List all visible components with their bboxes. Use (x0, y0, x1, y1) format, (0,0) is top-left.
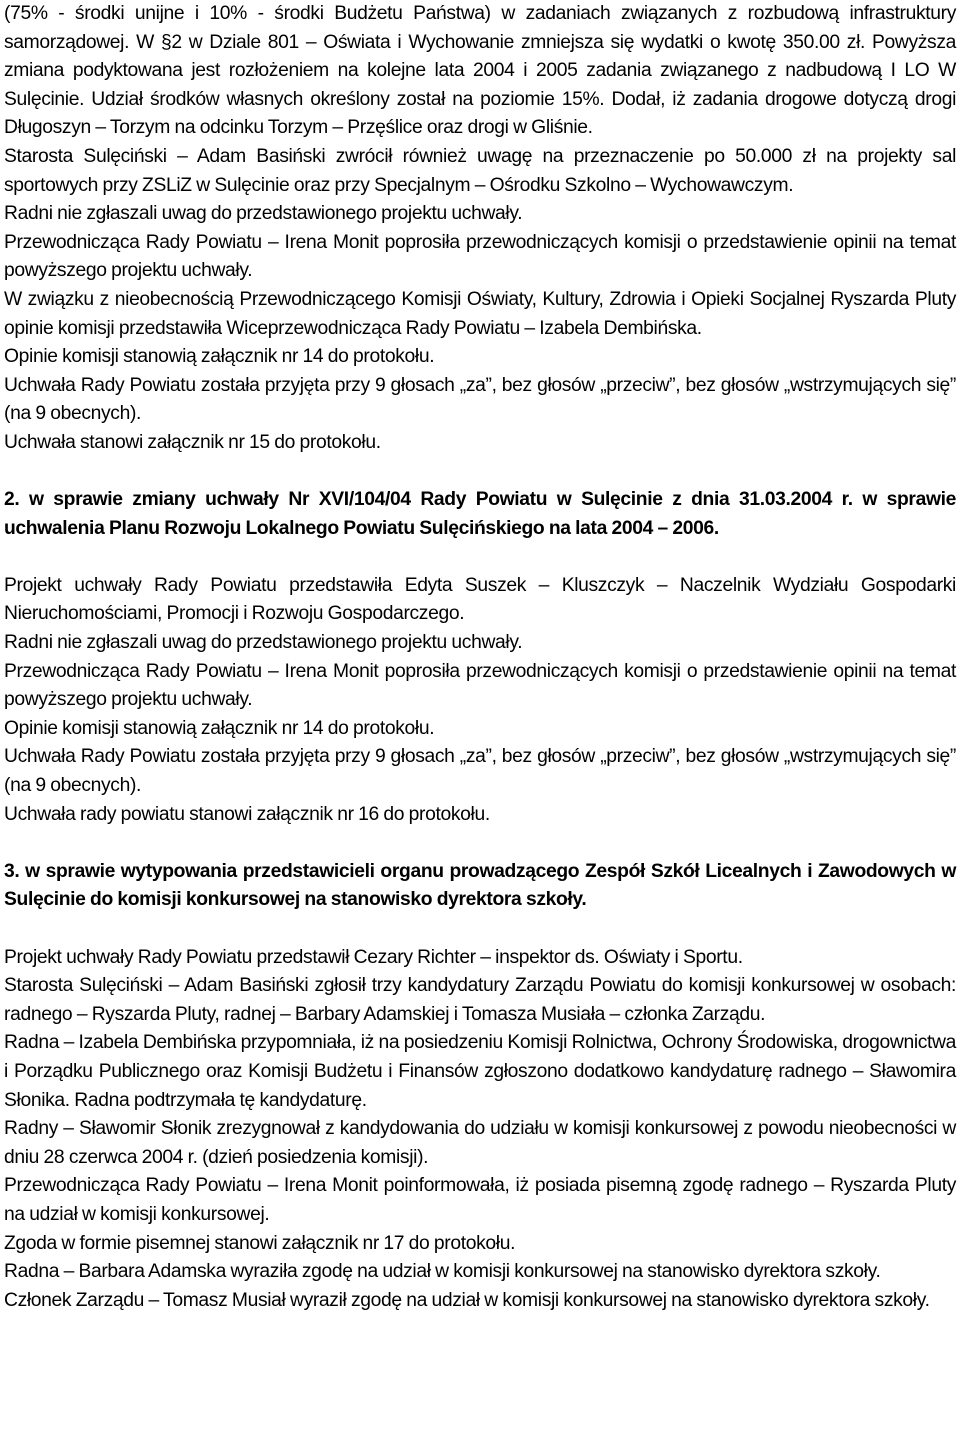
spacer (4, 458, 956, 487)
paragraph-additional-candidate: Radna – Izabela Dembińska przypomniała, iż na posiedzeniu Komisji Rolnictwa, Ochrony Środowiska, drogownictwa i Porządku Publicznego oraz Komisji Budżetu i Finansów zgłoszono dodatkowo kandydaturę radnego – Sławomira Słonika. Radna podtrzymała tę kandydaturę. (4, 1032, 956, 1111)
paragraph-starosta-sports-halls: Starosta Sulęciński – Adam Basiński zwrócił również uwagę na przeznaczenie po 50.000 zł na projekty sal sportowych przy ZSLiZ w Sulęcinie oraz przy Specjalnym – Ośrodku Szkolno – Wychowawczym. (4, 145, 956, 196)
paragraph-budget-changes: (75% - środki unijne i 10% - środki Budżetu Państwa) w zadaniach związanych z rozbudową infrastruktury samorządowej. W §2 w Dziale 801 – Oświata i Wychowanie zmniejsza się wydatki o kwotę 350.00 zł. Powyższa zmiana podyktowana jest rozłożeniem na kolejne lata 2004 i 2005 zadania związanego z nadbudową I LO W Sulęcinie. Udział środków własnych określony został na poziomie 15%. Dodał, iż zadania drogowe dotyczą drogi Długoszyn – Torzym na odcinku Torzym – Przęślice oraz drogi w Gliśnie. (4, 3, 956, 139)
paragraph-attachment-14: Opinie komisji stanowią załącznik nr 14 do protokołu. (4, 717, 435, 739)
paragraph-chair-request: Przewodnicząca Rady Powiatu – Irena Monit poprosiła przewodniczących komisji o przedstawienie opinii na temat powyższego projektu uchwały. (4, 231, 956, 282)
paragraph-chair-request: Przewodnicząca Rady Powiatu – Irena Monit poprosiła przewodniczących komisji o przedstawienie opinii na temat powyższego projektu uchwały. (4, 660, 956, 711)
paragraph-resignation: Radny – Sławomir Słonik zrezygnował z kandydowania do udziału w komisji konkursowej z powodu nieobecności w dniu 28 czerwca 2004 r. (dzień posiedzenia komisji). (4, 1118, 956, 1168)
paragraph-vote-result: Uchwała Rady Powiatu została przyjęta przy 9 głosach „za”, bez głosów „przeciw”, bez głosów „wstrzymujących się” (na 9 obecnych). (4, 746, 956, 797)
paragraph-vote-result: Uchwała Rady Powiatu została przyjęta przy 9 głosach „za”, bez głosów „przeciw”, bez głosów „wstrzymujących się” (na 9 obecnych). (4, 374, 956, 425)
paragraph-adamska-consent: Radna – Barbara Adamska wyraziła zgodę na udział w komisji konkursowej na stanowisko dyrektora szkoły. (4, 1261, 881, 1283)
spacer (4, 829, 956, 858)
spacer (4, 543, 956, 572)
paragraph-committee-opinion: W związku z nieobecnością Przewodniczącego Komisji Oświaty, Kultury, Zdrowia i Opieki Socjalnej Ryszarda Pluty opinie komisji przedstawiła Wiceprzewodnicząca Rady Powiatu – Izabela Dembińska. (4, 288, 956, 339)
paragraph-attachment-14: Opinie komisji stanowią załącznik nr 14 do protokołu. (4, 346, 435, 368)
paragraph-attachment-15: Uchwała stanowi załącznik nr 15 do protokołu. (4, 431, 381, 453)
spacer (4, 915, 956, 944)
document-page (4, 0, 956, 1315)
paragraph-written-consent: Przewodnicząca Rady Powiatu – Irena Monit poinformowała, iż posiada pisemną zgodę radnego – Ryszarda Pluty na udział w komisji konkursowej. (4, 1175, 956, 1225)
paragraph-no-remarks: Radni nie zgłaszali uwag do przedstawionego projektu uchwały. (4, 203, 523, 225)
paragraph-attachment-16: Uchwała rady powiatu stanowi załącznik nr 16 do protokołu. (4, 803, 490, 825)
paragraph-no-remarks: Radni nie zgłaszali uwag do przedstawionego projektu uchwały. (4, 632, 523, 654)
paragraph-project-presenter: Projekt uchwały Rady Powiatu przedstawiła Edyta Suszek – Kluszczyk – Naczelnik Wydziału Gospodarki Nieruchomościami, Promocji i Rozwoju Gospodarczego. (4, 574, 956, 625)
paragraph-musial-consent: Członek Zarządu – Tomasz Musiał wyraził zgodę na udział w komisji konkursowej na stanowisko dyrektora szkoły. (4, 1289, 930, 1311)
paragraph-project-presenter: Projekt uchwały Rady Powiatu przedstawił Cezary Richter – inspektor ds. Oświaty i Sportu. (4, 946, 743, 968)
section-heading-2: 2. w sprawie zmiany uchwały Nr XVI/104/04 Rady Powiatu w Sulęcinie z dnia 31.03.2004 r. w sprawie uchwalenia Planu Rozwoju Lokalnego Powiatu Sulęcińskiego na lata 2004 – 2006. (4, 489, 956, 539)
paragraph-attachment-17: Zgoda w formie pisemnej stanowi załącznik nr 17 do protokołu. (4, 1232, 516, 1254)
section-heading-3: 3. w sprawie wytypowania przedstawicieli organu prowadzącego Zespół Szkół Licealnych i Zawodowych w Sulęcinie do komisji konkursowej na stanowisko dyrektora szkoły. (4, 860, 956, 911)
paragraph-candidates: Starosta Sulęciński – Adam Basiński zgłosił trzy kandydatury Zarządu Powiatu do komisji konkursowej w osobach: radnego – Ryszarda Pluty, radnej – Barbary Adamskiej i Tomasza Musiała – członka Zarządu. (4, 975, 956, 1025)
